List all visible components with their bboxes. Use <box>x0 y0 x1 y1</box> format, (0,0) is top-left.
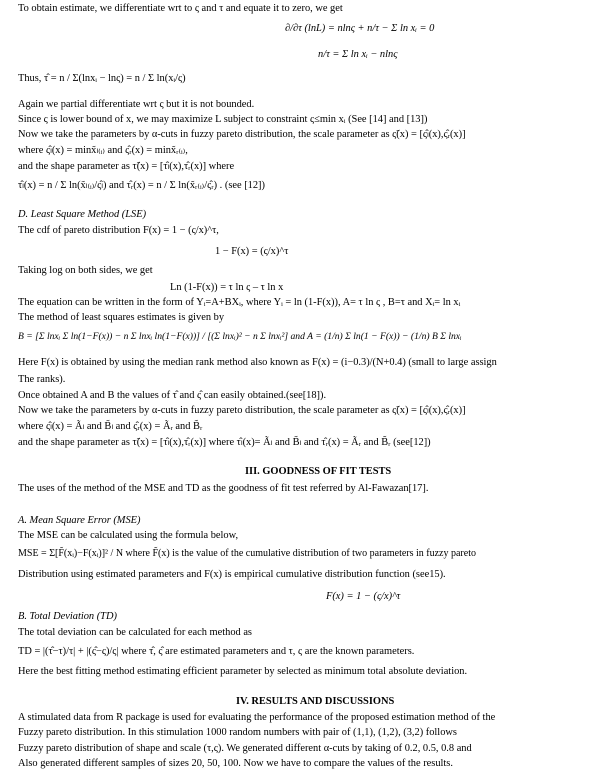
text-line: A stimulated data from R package is used for evaluating the performance of the proposed estimation method of the <box>18 712 496 723</box>
equation: 1 − F(x) = (ς/x)^τ <box>215 246 289 257</box>
equation: ∂/∂τ (lnL) = nlnς + n/τ − Σ ln xᵢ = 0 <box>285 23 435 34</box>
equation: n/τ = Σ ln xᵢ − nlnς <box>318 49 398 60</box>
equation: Thus, τ̂ = n / Σ(lnxᵢ − lnς) = n / Σ ln(xᵢ/ς) <box>18 73 186 84</box>
text-line: and the shape parameter as τ̃(x) = [τ̂ₗ(x),τ̂ᵣ(x)] where <box>18 161 235 172</box>
equation: τ̂ₗ(x) = n / Σ ln(x̃ₗ₍ᵢ₎/ς̂ₗ) and τ̂ᵣ(x) = n / Σ ln(x̃ᵣ₍ᵢ₎/ς̂ᵣ) . (see [12]) <box>18 180 265 191</box>
text-line: Also generated different samples of sizes 20, 50, 100. Now we have to compare the values of the results. <box>18 758 453 769</box>
text-line: Fuzzy pareto distribution. In this stimulation 1000 random numbers with pair of (1,1), (1,2), (3,2) follows <box>18 727 457 738</box>
subsection-heading: A. Mean Square Error (MSE) <box>18 515 141 526</box>
text-line: Again we partial differentiate wrt ς but it is not bounded. <box>18 99 255 110</box>
text-line: The ranks). <box>18 374 66 385</box>
text-line: Taking log on both sides, we get <box>18 265 153 276</box>
equation: Ln (1-F(x)) = τ ln ς – τ ln x <box>170 282 284 293</box>
section-heading: III. GOODNESS OF FIT TESTS <box>245 466 392 477</box>
text-line: Here F(x) is obtained by using the median rank method also known as F(x) = (i−0.3)/(N+0.4) (small to large assign <box>18 357 497 368</box>
text-line: To obtain estimate, we differentiate wrt to ς and τ and equate it to zero, we get <box>18 3 343 14</box>
text-line: The MSE can be calculated using the formula below, <box>18 530 239 541</box>
text-line: Since ς is lower bound of x, we may maximize L subject to constraint ς≤min xᵢ (See [14] and [13]) <box>18 114 428 125</box>
text-line: where ς̂ₗ(x) = Ãₗ and B̃ₗ and ς̂ᵣ(x) = Ãᵣ and B̃ᵣ <box>18 421 203 432</box>
text-line: The method of least squares estimates is given by <box>18 312 225 323</box>
text-line: Now we take the parameters by α-cuts in fuzzy pareto distribution, the scale parameter as ς̃(x) = [ς̂ₗ(x),ς̂ᵣ(x)] <box>18 405 466 416</box>
text-line: The uses of the method of the MSE and TD as the goodness of fit test referred by Al-Fawazan[17]. <box>18 483 429 494</box>
text-line: Once obtained A and B the values of τ̂ and ς̂ can easily obtained.(see[18]). <box>18 390 327 401</box>
text-line: and the shape parameter as τ̃(x) = [τ̂ₗ(x),τ̂ᵣ(x)] where τ̂ₗ(x)= Ãₗ and B̃ₗ and τ̂ᵣ(x) = Ãᵣ and B̃ᵣ (see[12]) <box>18 437 431 448</box>
text-line: Now we take the parameters by α-cuts in fuzzy pareto distribution, the scale parameter as ς̃(x) = [ς̂ₗ(x),ς̂ᵣ(x)] <box>18 129 466 140</box>
text-line: The cdf of pareto distribution F(x) = 1 − (ς/x)^τ, <box>18 225 219 236</box>
text-line: The equation can be written in the form of Yᵢ=A+BXᵢ, where Yᵢ = ln (1-F(x)), A= τ ln ς , B=τ and Xᵢ= ln xᵢ <box>18 297 461 308</box>
text-line: The total deviation can be calculated for each method as <box>18 627 252 638</box>
text-line: Here the best fitting method estimating efficient parameter by selected as minimum total absolute deviation. <box>18 666 468 677</box>
text-line: where ς̂ₗ(x) = minx̃ₗ₍ᵢ₎ and ς̂ᵣ(x) = minx̃ᵣ₍ᵢ₎, <box>18 145 188 156</box>
equation: MSE = Σ[F̃(xᵢ)−F(xᵢ)]² / N where F̃(x) is the value of the cumulative distribution of two parameters in fuzzy pareto <box>18 548 476 559</box>
text-line: Distribution using estimated parameters and F(x) is empirical cumulative distribution function (see15). <box>18 569 446 580</box>
equation: F(x) = 1 − (ς/x)^τ <box>326 591 401 602</box>
equation: TD = |(τ̂−τ)/τ| + |(ς̂−ς)/ς| where τ̂, ς̂ are estimated parameters and τ, ς are the known parameters. <box>18 646 415 657</box>
section-heading: IV. RESULTS AND DISCUSSIONS <box>236 696 395 707</box>
text-line: Fuzzy pareto distribution of shape and scale (τ,ς). We generated different α-cuts by taking of 0.2, 0.5, 0.8 and <box>18 743 472 754</box>
equation: B = [Σ lnxᵢ Σ ln(1−F(x)) − n Σ lnxᵢ ln(1−F(x))] / [(Σ lnxᵢ)² − n Σ lnxᵢ²] and A = (1/n) Σ ln(1 − F(x)) − (1/n) B Σ lnxᵢ <box>18 331 462 342</box>
subsection-heading: D. Least Square Method (LSE) <box>18 209 147 220</box>
subsection-heading: B. Total Deviation (TD) <box>18 611 117 622</box>
